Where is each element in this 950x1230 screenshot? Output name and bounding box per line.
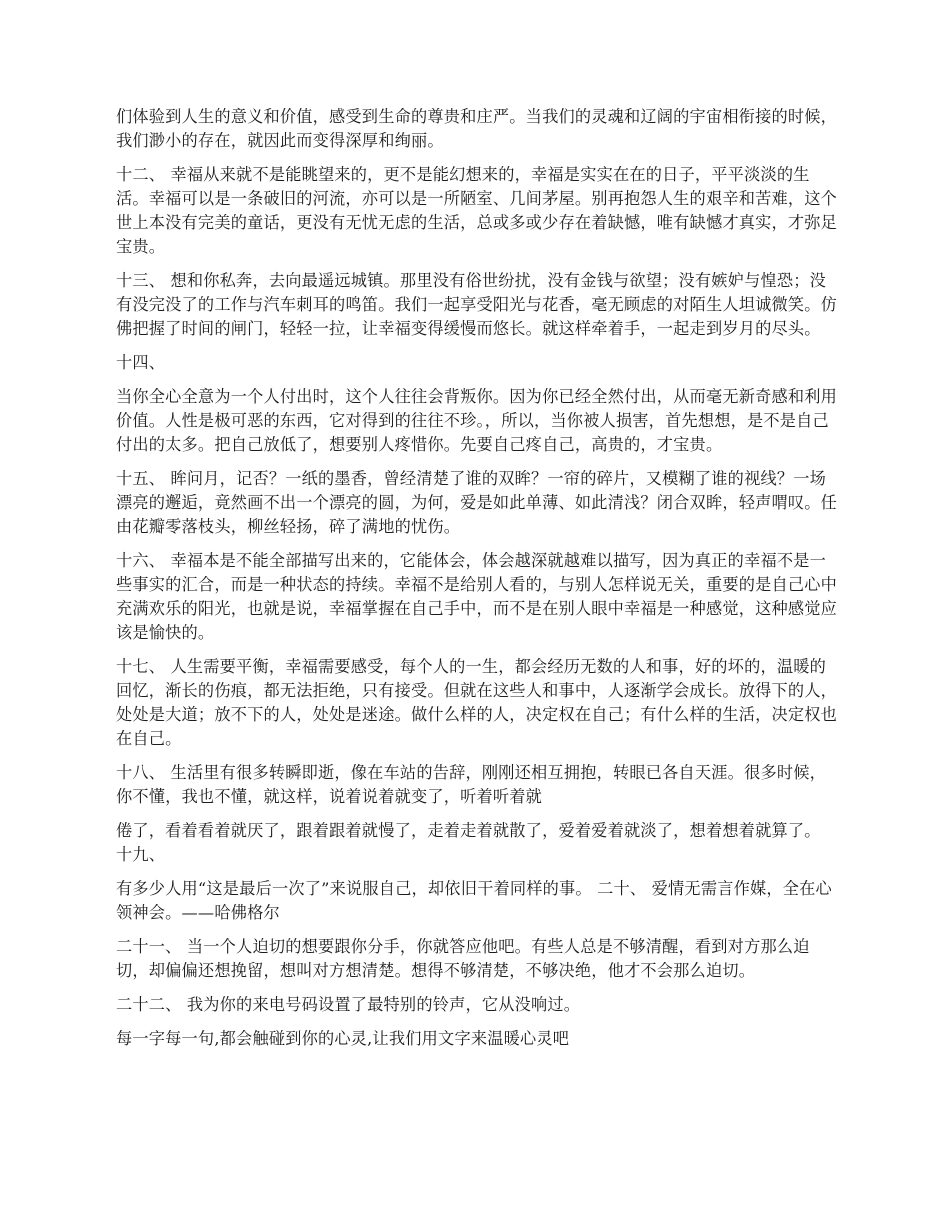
paragraph-14-heading: 十四、	[116, 353, 166, 372]
paragraph-22: 二十二、 我为你的来电号码设置了最特别的铃声，它从没响过。	[116, 995, 581, 1014]
paragraph-14-body: 当你全心全意为一个人付出时，这个人往往会背叛你。因为你已经全然付出，从而毫无新奇感和利用价值。人性是极可恶的东西，它对得到的往往不珍。，所以，当你被人损害，首先想想，是不是自己付出的太多。把自己放低了，想要别人疼惜你。先要自己疼自己，高贵的，才宝贵。	[116, 387, 838, 454]
paragraph-18: 十八、 生活里有很多转瞬即逝，像在车站的告辞，刚刚还相互拥抱，转眼已各自天涯。很多时候，你不懂，我也不懂，就这样，说着说着就变了，听着听着就	[116, 763, 827, 806]
paragraph-13: 十三、 想和你私奔，去向最遥远城镇。那里没有俗世纷扰，没有金钱与欲望；没有嫉妒与惶恐；没有没完没了的工作与汽车刺耳的鸣笛。我们一起享受阳光与花香，毫无顾虑的对陌生人坦诚微笑。仿佛把握了时间的闸门，轻轻一拉，让幸福变得缓慢而悠长。就这样牵着手，一起走到岁月的尽头。	[116, 271, 838, 338]
paragraph-16: 十六、 幸福本是不能全部描写出来的，它能体会，体会越深就越难以描写，因为真正的幸福不是一些事实的汇合，而是一种状态的持续。幸福不是给别人看的，与别人怎样说无关，重要的是自己心中充满欢乐的阳光，也就是说，幸福掌握在自己手中，而不是在别人眼中幸福是一种感觉，这种感觉应该是愉快的。	[116, 551, 838, 642]
paragraph-15: 十五、 眸问月，记否？一纸的墨香，曾经清楚了谁的双眸？一帘的碎片，又模糊了谁的视线？一场漂亮的邂逅，竟然画不出一个漂亮的圆，为何，爱是如此单薄、如此清浅？闭合双眸，轻声喟叹。任由花瓣零落枝头，柳丝轻扬，碎了满地的忧伤。	[116, 469, 838, 536]
paragraph-intro-continuation: 们体验到人生的意义和价值，感受到生命的尊贵和庄严。当我们的灵魂和辽阔的宇宙相衔接的时候，我们渺小的存在，就因此而变得深厚和绚丽。	[116, 107, 838, 150]
paragraph-21: 二十一、 当一个人迫切的想要跟你分手，你就答应他吧。有些人总是不够清醒，看到对方那么迫切，却偏偏还想挽留，想叫对方想清楚。想得不够清楚，不够决绝，他才不会那么迫切。	[116, 937, 810, 980]
paragraph-17: 十七、 人生需要平衡，幸福需要感受，每个人的一生，都会经历无数的人和事，好的坏的，温暖的回忆，渐长的伤痕，都无法拒绝，只有接受。但就在这些人和事中，人逐渐学会成长。放得下的人，处处是大道；放不下的人，处处是迷途。做什么样的人，决定权在自己；有什么样的生活，决定权也在自己。	[116, 657, 838, 748]
paragraph-12: 十二、 幸福从来就不是能眺望来的，更不是能幻想来的，幸福是实实在在的日子，平平淡淡的生活。幸福可以是一条破旧的河流，亦可以是一所陋室、几间茅屋。别再抱怨人生的艰辛和苦难，这个世上本没有完美的童话，更没有无忧无虑的生活，总或多或少存在着缺憾，唯有缺憾才真实，才弥足宝贵。	[116, 165, 838, 256]
document-body	[116, 105, 840, 1061]
paragraph-closing: 每一字每一句,都会触碰到你的心灵,让我们用文字来温暖心灵吧	[116, 1029, 570, 1048]
paragraph-18-continued: 倦了，看着看着就厌了，跟着跟着就慢了，走着走着就散了，爱着爱着就淡了，想着想着就算了。 十九、	[116, 821, 821, 864]
paragraph-19-20: 有多少人用“这是最后一次了”来说服自己，却依旧干着同样的事。 二十、 爱情无需言作媒，全在心领神会。——哈佛格尔	[116, 879, 832, 922]
